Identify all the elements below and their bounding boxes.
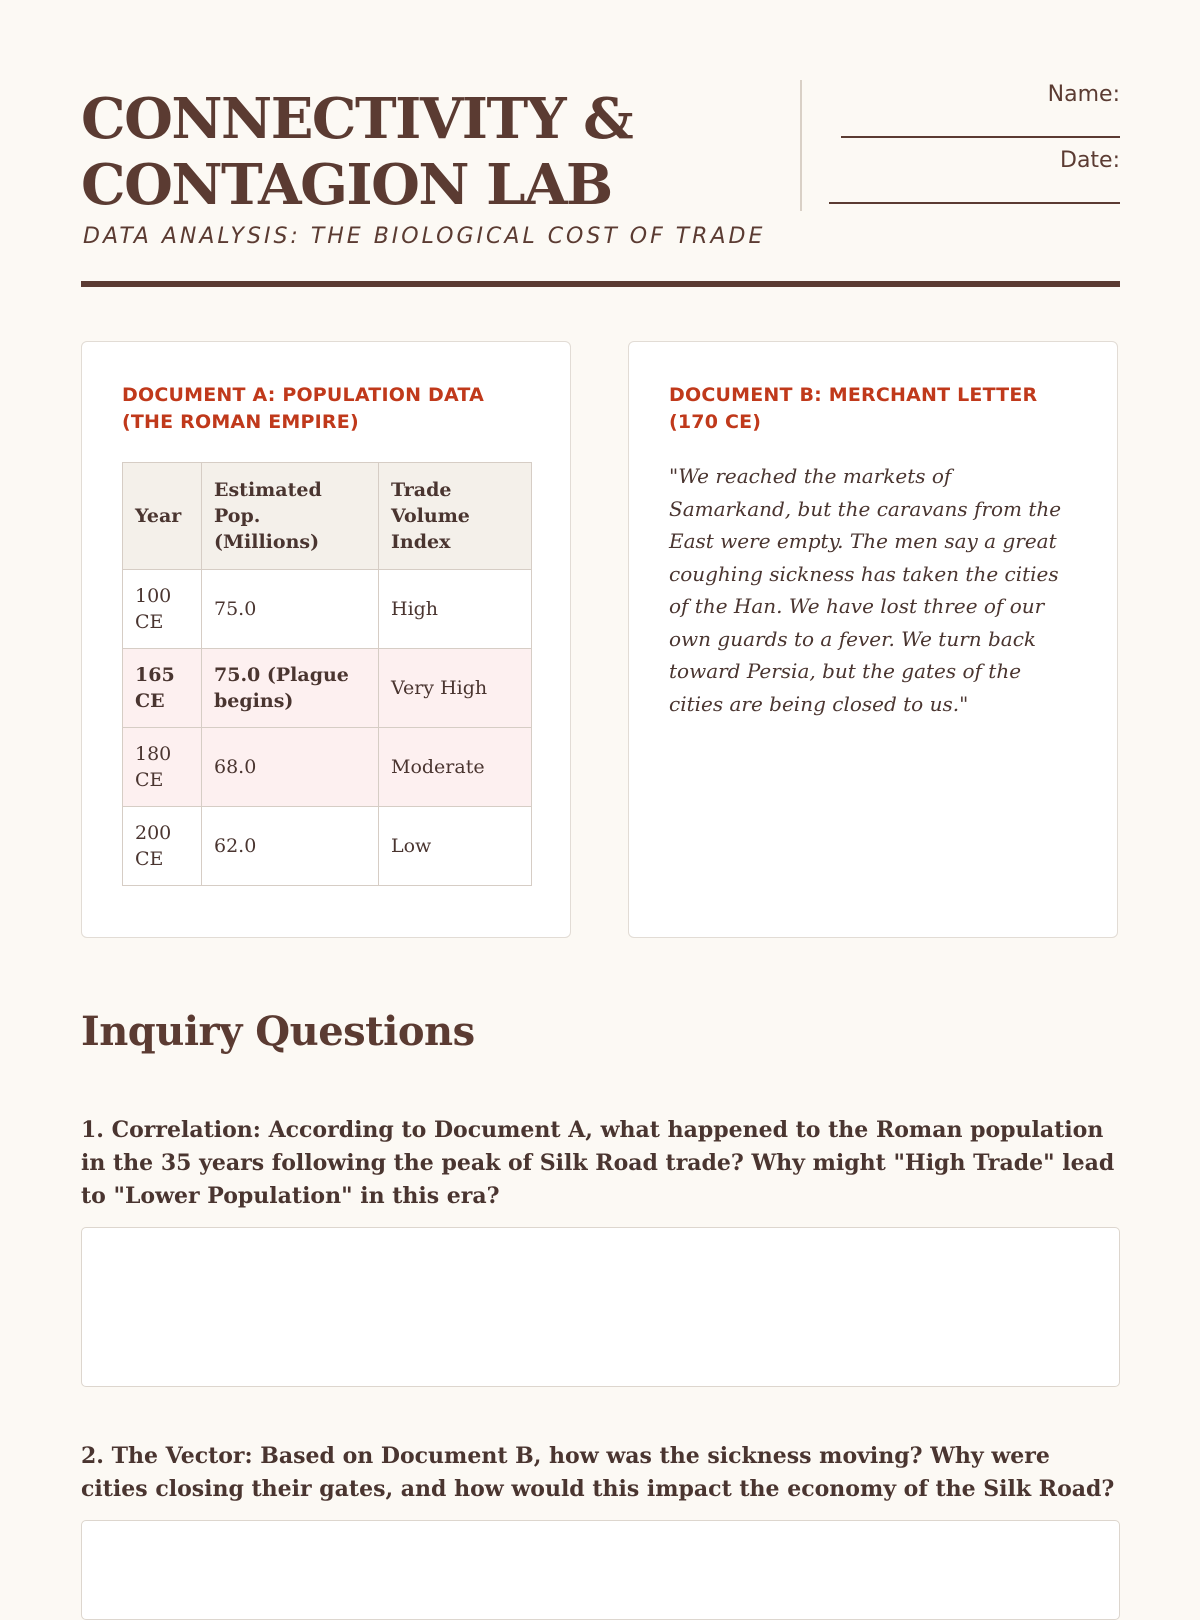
title-line-1: CONNECTIVITY & xyxy=(81,86,633,152)
inquiry-heading: Inquiry Questions xyxy=(81,1008,475,1055)
column-header-population: Estimated Pop. (Millions) xyxy=(202,463,379,570)
cell-trade-volume: Low xyxy=(379,807,532,886)
cell-population: 68.0 xyxy=(202,728,379,807)
population-table xyxy=(122,462,532,886)
cell-trade-volume: Very High xyxy=(379,649,532,728)
merchant-letter-quote: "We reached the markets of Samarkand, but the caravans from the East were empty. The men say a great coughing sickness has taken the cities of the Han. We have lost three of our own guards to a fever. We turn back toward Persia, but the gates of the cities are being closed to us." xyxy=(669,464,1062,716)
cell-year: 180 CE xyxy=(123,728,202,807)
cell-year: 100 CE xyxy=(123,570,202,649)
cell-year: 200 CE xyxy=(123,807,202,886)
question-2: 2. The Vector: Based on Document B, how was the sickness moving? Why were cities closing their gates, and how would this impact the economy of the Silk Road? xyxy=(81,1443,1115,1502)
worksheet-subtitle: DATA ANALYSIS: THE BIOLOGICAL COST OF TRADE xyxy=(83,224,766,249)
date-label: Date: xyxy=(1060,148,1120,173)
cell-population: 75.0 xyxy=(202,570,379,649)
worksheet-header xyxy=(81,78,1120,288)
document-a-title: DOCUMENT A: POPULATION DATA (THE ROMAN EMPIRE) xyxy=(122,384,484,433)
cell-population: 75.0 (Plague begins) xyxy=(202,649,379,728)
name-field[interactable] xyxy=(841,136,1120,138)
column-header-trade-volume: Trade Volume Index xyxy=(379,463,532,570)
title-line-2: CONTAGION LAB xyxy=(81,152,612,218)
answer-box-2[interactable] xyxy=(81,1520,1120,1620)
header-rule xyxy=(81,281,1120,287)
table-row xyxy=(123,807,532,886)
cell-trade-volume: Moderate xyxy=(379,728,532,807)
worksheet-title xyxy=(81,86,781,218)
table-header-row xyxy=(123,463,532,570)
document-a-card xyxy=(81,341,571,938)
cell-trade-volume: High xyxy=(379,570,532,649)
document-b-title: DOCUMENT B: MERCHANT LETTER (170 CE) xyxy=(669,384,1038,433)
column-header-year: Year xyxy=(123,463,202,570)
table-row-highlighted xyxy=(123,728,532,807)
name-label: Name: xyxy=(1047,82,1120,107)
cell-population: 62.0 xyxy=(202,807,379,886)
cell-year: 165 CE xyxy=(123,649,202,728)
table-row xyxy=(123,570,532,649)
answer-box-1[interactable] xyxy=(81,1227,1120,1387)
document-b-card xyxy=(628,341,1118,938)
question-1: 1. Correlation: According to Document A, what happened to the Roman population in the 35 years following the peak of Silk Road trade? Why might "High Trade" lead to "Lower Population" in this era? xyxy=(81,1117,1115,1209)
table-row-highlighted xyxy=(123,649,532,728)
header-divider xyxy=(800,80,802,211)
date-field[interactable] xyxy=(829,202,1120,204)
